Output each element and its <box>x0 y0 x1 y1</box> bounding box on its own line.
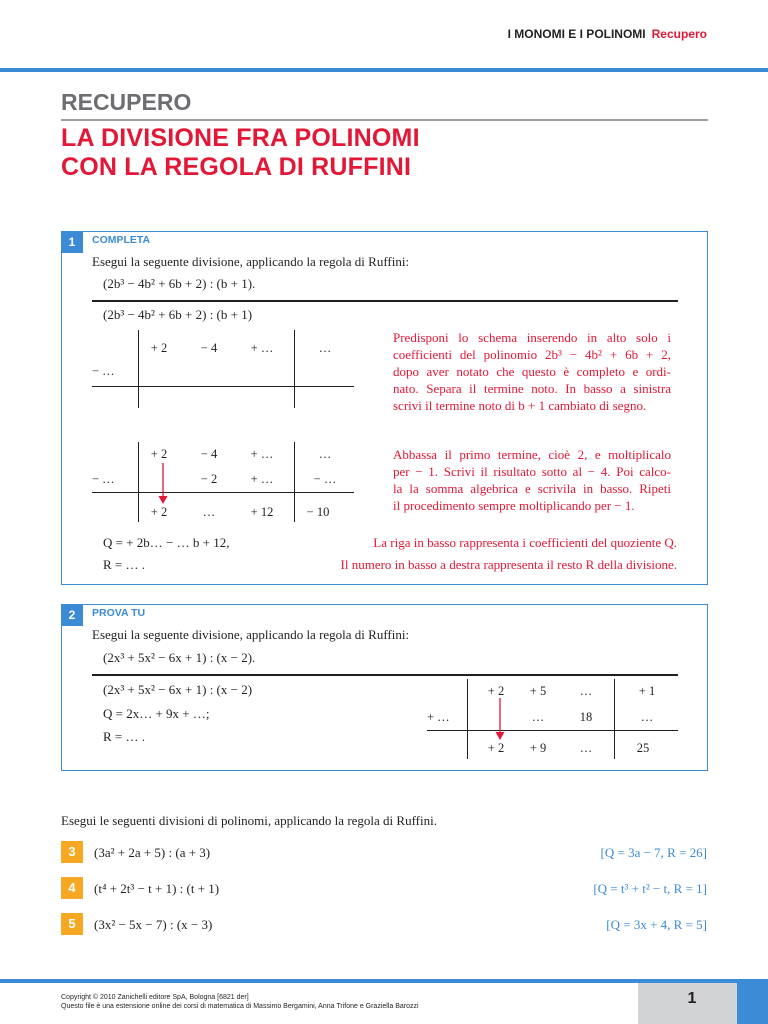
hint-2-line: il procedimento sempre moltiplicando per − 1. <box>393 498 635 513</box>
arrow-down-icon <box>157 463 169 505</box>
scheme2-coef: − 4 <box>200 447 218 461</box>
hint-1 <box>393 329 671 414</box>
scheme2-result: + 2 <box>150 505 168 519</box>
page-corner-accent <box>737 983 768 1024</box>
note-remainder: Il numero in basso a destra rappresenta il resto R della divisione. <box>340 557 677 572</box>
scheme1-divider-right <box>294 330 295 408</box>
scheme1-divisor: − … <box>92 364 115 378</box>
running-header <box>508 27 707 41</box>
scheme2-coef: … <box>318 447 332 461</box>
scheme2-product: − 2 <box>200 472 218 486</box>
exercise-2-expression-repeat: (2x³ + 5x² − 6x + 1) : (x − 2) <box>103 682 253 697</box>
scheme2-product: − … <box>313 472 337 486</box>
scheme1-coef: + 2 <box>150 341 168 355</box>
page-number: 1 <box>687 990 697 1007</box>
page-title-line-2: CON LA REGOLA DI RUFFINI <box>61 153 412 181</box>
scheme3-result: + 9 <box>529 741 547 755</box>
exercise-1-quotient: Q = + 2b… − … b + 12, <box>103 535 230 550</box>
scheme1-coef: … <box>318 341 332 355</box>
exercise-3-answer: [Q = 3a − 7, R = 26] <box>600 845 707 860</box>
scheme3-divider-left <box>467 679 468 759</box>
scheme2-result: … <box>202 505 216 519</box>
scheme1-line <box>92 386 354 387</box>
hint-2-line: Abbassa il primo termine, cioè 2, e moltiplicalo <box>393 447 671 462</box>
header-subsection: Recupero <box>651 27 707 41</box>
header-section: I MONOMI E I POLINOMI <box>507 27 646 41</box>
exercise-4-number: 4 <box>61 877 83 899</box>
scheme3-remainder: 25 <box>636 741 650 755</box>
scheme1-coef: − 4 <box>200 341 218 355</box>
hint-2-line: per − 1. Scrivi il risultato sotto al − 4. Poi calco- <box>393 464 671 479</box>
arrow-down-icon <box>494 698 506 741</box>
kicker-rule <box>61 119 708 121</box>
scheme3-coef: + 5 <box>529 684 547 698</box>
scheme2-coef: + 2 <box>150 447 168 461</box>
exercise-5-number: 5 <box>61 913 83 935</box>
hint-1-line: Predisponi lo schema inserendo in alto solo i <box>393 330 671 345</box>
exercise-2-instruction: Esegui la seguente divisione, applicando la regola di Ruffini: <box>92 627 410 642</box>
exercise-3-number: 3 <box>61 841 83 863</box>
exercise-5-expression: (3x² − 5x − 7) : (x − 3) <box>94 917 213 932</box>
note-quotient: La riga in basso rappresenta i coefficienti del quoziente Q. <box>373 535 677 550</box>
footer-note: Questo file è una estensione online dei corsi di matematica di Massimo Bergamini, Anna Trifone e Graziella Barozzi <box>61 1003 419 1010</box>
exercise-1-remainder: R = … . <box>103 557 146 572</box>
exercise-2-number: 2 <box>61 604 83 626</box>
scheme3-product: … <box>640 710 654 724</box>
scheme3-divider-right <box>614 679 615 759</box>
exercise-1-expression: (2b³ − 4b² + 6b + 2) : (b + 1). <box>103 276 256 291</box>
kicker: RECUPERO <box>61 89 192 115</box>
scheme3-result: + 2 <box>487 741 505 755</box>
exercise-2-rule <box>92 674 678 676</box>
scheme2-remainder: − 10 <box>306 505 330 519</box>
scheme3-coef: + 1 <box>638 684 656 698</box>
footer-credits <box>61 993 419 1011</box>
hint-2-line: la la somma algebrica e scrivila in basso. Ripeti <box>393 481 671 496</box>
scheme2-coef: + … <box>250 447 274 461</box>
header-rule <box>0 68 768 72</box>
footer-copyright: Copyright © 2010 Zanichelli editore SpA, Bologna [6821 der] <box>61 994 249 1001</box>
hint-2 <box>393 446 671 514</box>
exercise-1-rule <box>92 300 678 302</box>
exercise-1-instruction: Esegui la seguente divisione, applicando la regola di Ruffini: <box>92 254 410 269</box>
hint-1-line: dopo aver notato che questo è completo e ordi- <box>393 364 671 379</box>
exercise-3-expression: (3a² + 2a + 5) : (a + 3) <box>94 845 211 860</box>
exercise-1-expression-repeat: (2b³ − 4b² + 6b + 2) : (b + 1) <box>103 307 253 322</box>
scheme3-coef: … <box>579 684 593 698</box>
exercise-2-remainder: R = … . <box>103 729 146 744</box>
scheme2-divisor: − … <box>92 472 115 486</box>
exercise-1-label: COMPLETA <box>92 234 151 246</box>
scheme3-product: 18 <box>579 710 593 724</box>
scheme3-product: … <box>531 710 545 724</box>
scheme3-divisor: + … <box>427 710 450 724</box>
hint-1-line: coefficienti del polinomio 2b³ − 4b² + 6b + 2, <box>393 347 671 362</box>
exercise-5-answer: [Q = 3x + 4, R = 5] <box>606 917 707 932</box>
exercise-list-intro: Esegui le seguenti divisioni di polinomi, applicando la regola di Ruffini. <box>61 813 437 828</box>
scheme2-line <box>92 492 354 493</box>
exercise-4-answer: [Q = t³ + t² − t, R = 1] <box>593 881 707 896</box>
exercise-2-quotient: Q = 2x… + 9x + …; <box>103 706 210 721</box>
scheme2-product: + … <box>250 472 274 486</box>
exercise-2-expression: (2x³ + 5x² − 6x + 1) : (x − 2). <box>103 650 256 665</box>
page-title-line-1: LA DIVISIONE FRA POLINOMI <box>61 124 420 152</box>
scheme3-line <box>427 730 678 731</box>
exercise-2-label: PROVA TU <box>92 607 146 619</box>
hint-1-line: scrivi il termine noto di b + 1 cambiato di segno. <box>393 398 647 413</box>
scheme3-result: … <box>579 741 593 755</box>
scheme2-result: + 12 <box>250 505 274 519</box>
hint-1-line: nato. Separa il termine noto. In basso a sinistra <box>393 381 671 396</box>
exercise-1-number: 1 <box>61 231 83 253</box>
scheme1-coef: + … <box>250 341 274 355</box>
scheme3-coef: + 2 <box>487 684 505 698</box>
exercise-4-expression: (t⁴ + 2t³ − t + 1) : (t + 1) <box>94 881 220 896</box>
